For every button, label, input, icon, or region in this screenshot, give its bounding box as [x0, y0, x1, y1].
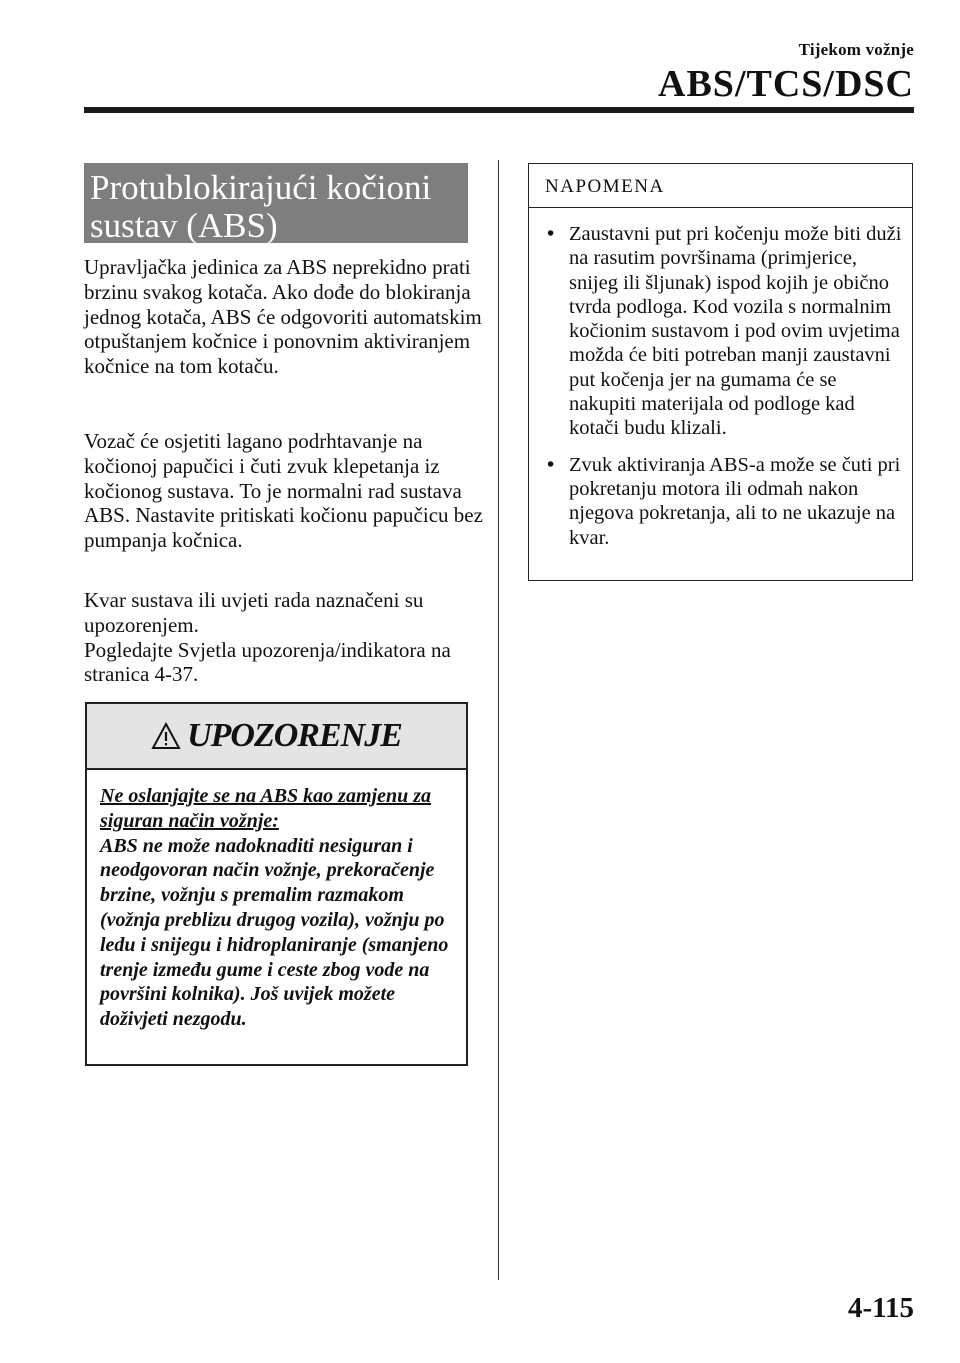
warning-triangle-icon [151, 722, 181, 750]
header-divider [84, 107, 914, 113]
warning-text: ABS ne može nadoknaditi nesiguran i neodgovoran način vožnje, prekoračenje brzine, vožnju s premalim razmakom (vožnja preblizu drugog vozila), vožnju po ledu i snijegu i hidroplaniranje (smanjeno trenje između gume i ceste zbog vode na površini kolnika). Još uvijek možete doživjeti nezgodu. [100, 834, 449, 1031]
note-title: NAPOMENA [529, 164, 912, 208]
page-number: 4-115 [847, 1292, 914, 1324]
note-list [529, 208, 912, 550]
warning-box [85, 702, 468, 1066]
body-paragraph-2: Vozač će osjetiti lagano podrhtavanje na kočionoj papučici i čuti zvuk klepetanja iz kočionog sustava. To je normalni rad sustava ABS. Nastavite pritiskati kočionu papučicu bez pumpanja kočnica. [84, 429, 483, 553]
body-paragraph-3 [84, 588, 484, 687]
column-divider [498, 160, 499, 1280]
note-item-text: Zaustavni put pri kočenju može biti duži na rasutim površinama (primjerice, snijeg ili šljunak) ispod kojih je obično tvrda podloga. Kod vozila s normalnim kočionim sustavom i pod ovim uvjetima možda će biti potreban manji zaustavni put kočenja jer na gumama će se nakupiti materijala od podloge kad kotači budu klizali. [569, 223, 902, 440]
chapter-title: Tijekom vožnje [798, 40, 914, 59]
warning-lead: Ne oslanjajte se na ABS kao zamjenu za siguran način vožnje: [100, 785, 431, 832]
warning-title: UPOZORENJE [187, 717, 402, 754]
body-paragraph-1: Upravljačka jedinica za ABS neprekidno prati brzinu svakog kotača. Ako dođe do blokiranja jednog kotača, ABS će odgovoriti automatskim otpuštanjem kočnice i ponovnim aktiviranjem kočnice na tom kotaču. [84, 255, 482, 379]
body-paragraph-3-line-2: Pogledajte Svjetla upozorenja/indikatora na stranica 4-37. [84, 637, 451, 687]
warning-header [87, 704, 466, 770]
note-item-text: Zvuk aktiviranja ABS-a može se čuti pri pokretanju motora ili odmah nakon njegova pokretanja, ali to ne ukazuje na kvar. [569, 453, 901, 549]
section-header-title: ABS/TCS/DSC [658, 63, 914, 105]
section-heading: Protublokirajući kočioni sustav (ABS) [84, 163, 468, 243]
bullet-icon: • [547, 453, 555, 476]
list-item [547, 453, 902, 550]
note-box [528, 163, 913, 581]
bullet-icon: • [547, 223, 555, 245]
body-paragraph-3-line-1: Kvar sustava ili uvjeti rada naznačeni su upozorenjem. [84, 588, 424, 637]
list-item [547, 222, 902, 441]
warning-body [87, 770, 466, 1032]
